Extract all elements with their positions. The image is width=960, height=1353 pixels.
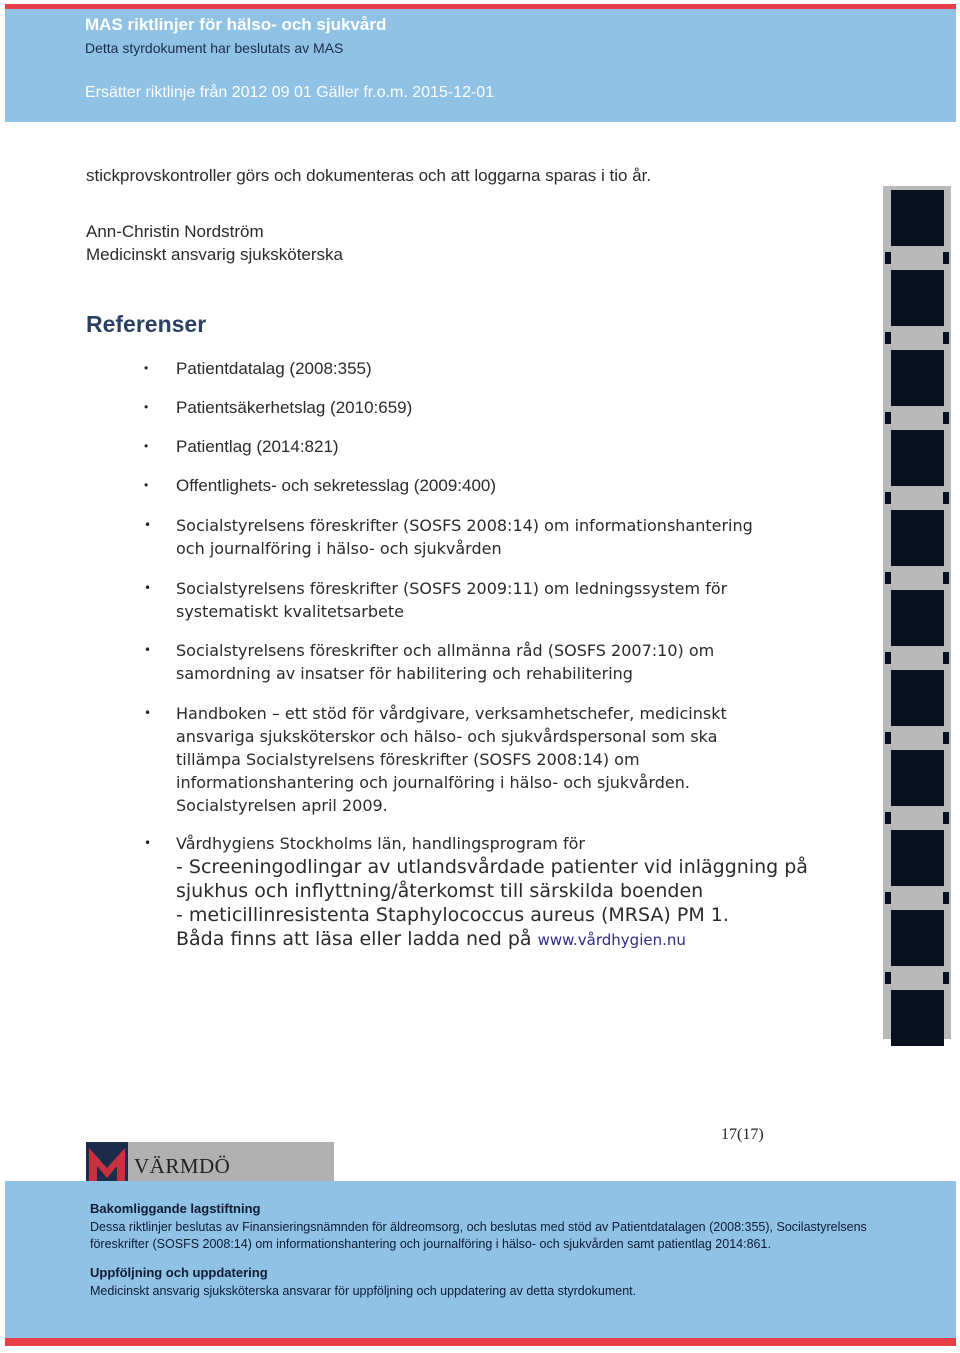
strip-block bbox=[891, 430, 944, 486]
strip-block bbox=[891, 990, 944, 1046]
reference-text: Socialstyrelsens föreskrifter och allmänna råd (SOSFS 2007:10) om bbox=[176, 641, 715, 660]
reference-last-line bbox=[176, 927, 780, 952]
strip-notch bbox=[885, 652, 891, 664]
strip-block bbox=[891, 750, 944, 806]
strip-notch bbox=[885, 252, 891, 264]
reference-text: och journalföring i hälso- och sjukvården bbox=[176, 539, 502, 558]
strip-notch bbox=[943, 252, 949, 264]
strip-block bbox=[891, 830, 944, 886]
reference-text: Offentlighets- och sekretesslag (2009:400) bbox=[176, 476, 497, 495]
page-number: 17(17) bbox=[721, 1126, 764, 1143]
bullet-icon: • bbox=[144, 836, 152, 850]
document-title: MAS riktlinjer för hälso- och sjukvård bbox=[85, 15, 387, 34]
strip-notch bbox=[885, 732, 891, 744]
strip-notch bbox=[885, 332, 891, 344]
reference-text: Båda finns att läsa eller ladda ned på bbox=[176, 928, 538, 950]
strip-notch bbox=[943, 332, 949, 344]
strip-notch bbox=[885, 492, 891, 504]
strip-notch bbox=[943, 572, 949, 584]
strip-notch bbox=[885, 892, 891, 904]
bullet-icon: • bbox=[144, 400, 149, 414]
reference-text: - meticillinresistenta Staphylococcus aureus (MRSA) PM 1. bbox=[176, 904, 729, 926]
strip-block bbox=[891, 270, 944, 326]
strip-notch bbox=[885, 412, 891, 424]
strip-notch bbox=[943, 892, 949, 904]
strip-notch bbox=[943, 652, 949, 664]
reference-text: tillämpa Socialstyrelsens föreskrifter (SOSFS 2008:14) om bbox=[176, 750, 640, 769]
reference-text: Vårdhygiens Stockholms län, handlingsprogram för bbox=[176, 834, 585, 853]
footer-followup-heading: Uppföljning och uppdatering bbox=[90, 1265, 268, 1280]
strip-notch bbox=[885, 572, 891, 584]
bullet-icon: • bbox=[144, 478, 149, 492]
bullet-icon: • bbox=[144, 706, 152, 720]
strip-notch bbox=[885, 812, 891, 824]
bullet-icon: • bbox=[144, 581, 152, 595]
intro-text: stickprovskontroller görs och dokumenteras och att loggarna sparas i tio år. bbox=[86, 166, 652, 185]
strip-block bbox=[891, 910, 944, 966]
reference-text: - Screeningodlingar av utlandsvårdade patienter vid inläggning på bbox=[176, 856, 808, 878]
reference-text: systematiskt kvalitetsarbete bbox=[176, 602, 404, 621]
strip-notch bbox=[943, 812, 949, 824]
reference-text: informationshantering och journalföring i hälso- och sjukvården. bbox=[176, 773, 690, 792]
strip-block bbox=[891, 350, 944, 406]
document-subtitle: Detta styrdokument har beslutats av MAS bbox=[85, 40, 344, 56]
strip-notch bbox=[943, 492, 949, 504]
footer-legislation-text-1: Dessa riktlinjer beslutas av Finansieringsnämnden för äldreomsorg, och beslutas med stöd av Patientdatalagen (2008:355), Socilastyrelsens bbox=[90, 1220, 867, 1234]
strip-block bbox=[891, 590, 944, 646]
validity-line: Ersätter riktlinje från 2012 09 01 Gäller fr.o.m. 2015-12-01 bbox=[85, 84, 495, 101]
strip-notch bbox=[943, 412, 949, 424]
author-role: Medicinskt ansvarig sjuksköterska bbox=[86, 245, 343, 264]
strip-notch bbox=[943, 972, 949, 984]
reference-text: Handboken – ett stöd för vårdgivare, verksamhetschefer, medicinskt bbox=[176, 704, 727, 723]
reference-text: Patientlag (2014:821) bbox=[176, 437, 339, 456]
bullet-icon: • bbox=[144, 518, 152, 532]
references-heading: Referenser bbox=[86, 311, 207, 337]
bullet-icon: • bbox=[144, 361, 149, 375]
footer-followup-text: Medicinskt ansvarig sjuksköterska ansvarar för uppföljning och uppdatering av detta styrdokument. bbox=[90, 1284, 637, 1298]
bullet-icon: • bbox=[144, 439, 149, 453]
logo-text: VÄRMDÖ bbox=[134, 1154, 231, 1178]
strip-notch bbox=[943, 732, 949, 744]
decorative-side-strip bbox=[883, 186, 951, 1039]
bullet-icon: • bbox=[144, 643, 152, 657]
author-name: Ann-Christin Nordström bbox=[86, 222, 264, 241]
reference-text: Patientsäkerhetslag (2010:659) bbox=[176, 398, 413, 417]
footer-legislation-heading: Bakomliggande lagstiftning bbox=[90, 1201, 261, 1216]
footer-legislation-text-2: föreskrifter (SOSFS 2008:14) om informationshantering och journalföring i hälso- och sjukvården samt patientlag 2014:861. bbox=[90, 1237, 771, 1251]
vardhygien-link[interactable]: www.vårdhygien.nu bbox=[537, 931, 686, 949]
strip-block bbox=[891, 510, 944, 566]
strip-notch bbox=[885, 972, 891, 984]
strip-block bbox=[891, 670, 944, 726]
reference-text: sjukhus och inflyttning/återkomst till särskilda boenden bbox=[176, 880, 704, 902]
reference-text: samordning av insatser för habilitering och rehabilitering bbox=[176, 664, 633, 683]
strip-block bbox=[891, 190, 944, 246]
reference-text: Socialstyrelsens föreskrifter (SOSFS 2009:11) om ledningssystem för bbox=[176, 579, 728, 598]
reference-text: ansvariga sjuksköterskor och hälso- och sjukvårdspersonal som ska bbox=[176, 727, 718, 746]
header-band bbox=[5, 4, 956, 122]
footer-band bbox=[5, 1181, 956, 1346]
reference-text: Patientdatalag (2008:355) bbox=[176, 359, 372, 378]
reference-text: Socialstyrelsens föreskrifter (SOSFS 2008:14) om informationshantering bbox=[176, 516, 753, 535]
reference-text: Socialstyrelsen april 2009. bbox=[176, 796, 388, 815]
